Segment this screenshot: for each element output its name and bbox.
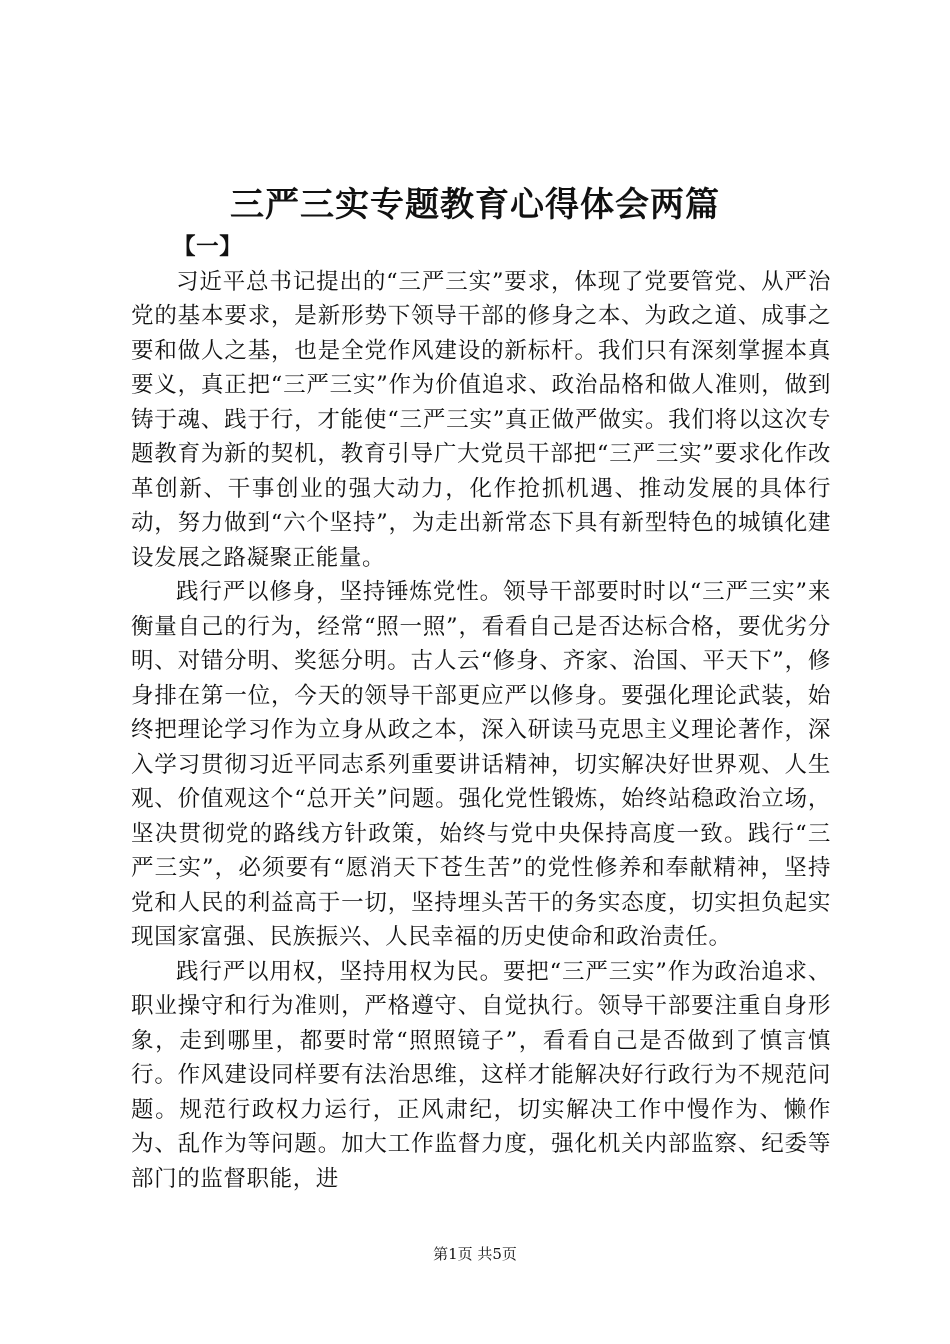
page-number-footer: 第1页 共5页 (433, 1245, 517, 1263)
document-body (131, 230, 831, 1196)
document-title: 三严三实专题教育心得体会两篇 (230, 184, 720, 225)
paragraph-1: 习近平总书记提出的“三严三实”要求，体现了党要管党、从严治党的基本要求，是新形势下领导干部的修身之本、为政之道、成事之要和做人之基，也是全党作风建设的新标杆。我们只有深刻掌握本真要义，真正把“三严三实”作为价值追求、政治品格和做人准则，做到铸于魂、践于行，才能使“三严三实”真正做严做实。我们将以这次专题教育为新的契机，教育引导广大党员干部把“三严三实”要求化作改革创新、干事创业的强大动力，化作抢抓机遇、推动发展的具体行动，努力做到“六个坚持”，为走出新常态下具有新型特色的城镇化建设发展之路凝聚正能量。 (131, 268, 831, 571)
paragraph-3: 践行严以用权，坚持用权为民。要把“三严三实”作为政治追求、职业操守和行为准则，严格遵守、自觉执行。领导干部要注重自身形象，走到哪里，都要时常“照照镜子”，看看自己是否做到了慎言慎行。作风建设同样要有法治思维，这样才能解决好行政行为不规范问题。规范行政权力运行，正风肃纪，切实解决工作中慢作为、懒作为、乱作为等问题。加大工作监督力度，强化机关内部监察、纪委等部门的监督职能，进 (131, 958, 831, 1192)
paragraph-2: 践行严以修身，坚持锤炼党性。领导干部要时时以“三严三实”来衡量自己的行为，经常“照一照”，看看自己是否达标合格，要优劣分明、对错分明、奖惩分明。古人云“修身、齐家、治国、平天下”，修身排在第一位，今天的领导干部更应严以修身。要强化理论武装，始终把理论学习作为立身从政之本，深入研读马克思主义理论著作，深入学习贯彻习近平同志系列重要讲话精神，切实解决好世界观、人生观、价值观这个“总开关”问题。强化党性锻炼，始终站稳政治立场，坚决贯彻党的路线方针政策，始终与党中央保持高度一致。践行“三严三实”，必须要有“愿消天下苍生苦”的党性修养和奉献精神，坚持党和人民的利益高于一切，坚持埋头苦干的务实态度，切实担负起实现国家富强、民族振兴、人民幸福的历史使命和政治责任。 (131, 579, 831, 950)
section-heading: 【一】 (173, 234, 243, 260)
